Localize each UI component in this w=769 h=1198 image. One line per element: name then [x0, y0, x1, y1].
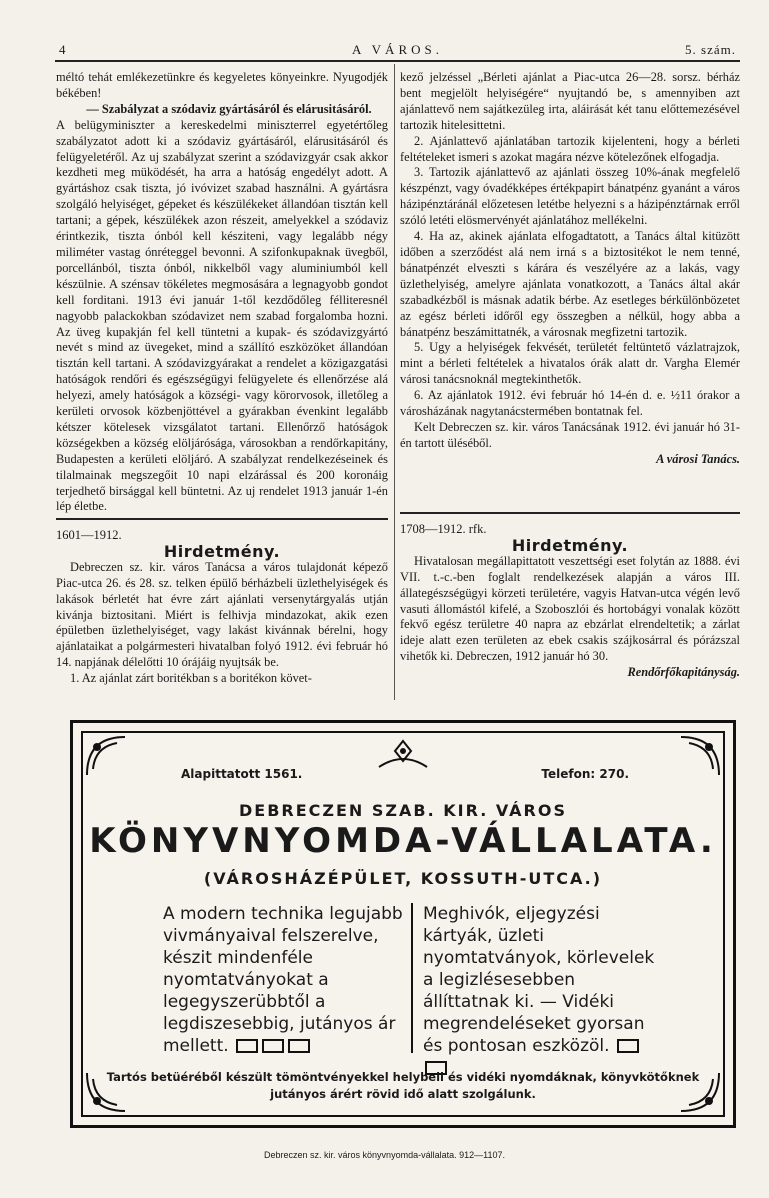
- notice-heading: Hirdetmény.: [163, 541, 281, 561]
- notice-body: Debreczen sz. kir. város Tanácsa a város tulajdonát képező Piac-utca 26. és 28. sz. telken épülő bérházbeli üzlethelyiségek és lakások bérletét hat évre zárt ajánlati versenytárgyalás utján kivánja biztositani. Miért is felhivja mindazokat, akik ezen épületben üzlethelyiséget, vagy lakást kivánnak bérelni, hogy ajánlataikat a polgármesteri hivatalban folyó 1912. évi február hó 14. napjának délelőtti 10 órájáig nyujtsák be.: [56, 559, 388, 670]
- newspaper-title: A VÁROS.: [351, 42, 443, 57]
- column-divider: [394, 64, 395, 700]
- section-divider: [56, 518, 388, 520]
- article-title: — Szabályzat a szódaviz gyártásáról és elárusitásáról.: [86, 101, 372, 116]
- ad-address: (VÁROSHÁZÉPÜLET, KOSSUTH-UTCA.): [203, 869, 603, 888]
- bid-condition-4: 4. Ha az, akinek ajánlata elfogadtatott, a Tanács által kitüzött időben a szerződést alá nem irná s a biztositékot le nem tenné, bánatpénzét elveszti s kárára és veszélyére az a lakás, vagy üzlethelyiség, amelyre ajánlata vonatkozott, a Tanács által akár szabadkézből is másnak adatik bérbe. Az esetleges bérkülönbözetet az egész bérleti időről egy összegben a nélkül, hogy abba a bánatpénz beszámittatnék, a városnak megfizetni tartozik.: [400, 229, 740, 339]
- ad-right-text: [423, 903, 655, 1079]
- obituary-end: méltó tehát emlékezetünkre és kegyeletes könyeinkre. Nyugodjék békében!: [56, 70, 388, 100]
- notice-right: [400, 522, 740, 681]
- council-signature: A városi Tanács.: [656, 451, 740, 466]
- bid-condition-5: 5. Ugy a helyiségek fekvését, területét feltüntető vázlatrajzok, mint a bérleti feltételek a hivatalos órák alatt dr. Vargha Elemér városi tanácsnoknál megtekinthetők.: [400, 340, 740, 387]
- notice-heading-right: Hirdetmény.: [511, 535, 629, 555]
- page-number: 4: [59, 42, 67, 57]
- ad-company-name: KÖNYVNYOMDA-VÁLLALATA.: [89, 821, 717, 861]
- bid-conditions-cont: kező jelzéssel „Bérleti ajánlat a Piac-utca 26—28. sorsz. bérház bent megjelölt helyiségére“ nyujtandó be, s amennyiben azt ajánlattevő nem sajátkezüleg irta, aláirását két tanu előttemezésével tartozik hitelesittetni.: [400, 70, 740, 132]
- notice-ref: 1601—1912.: [56, 528, 122, 542]
- notice-item: 1. Az ajánlat zárt boritékban s a boritékon követ-: [70, 671, 312, 686]
- ad-footer: Tartós betüéréből készült tömöntvényekkel helybeli és vidéki nyomdáknak, könyvkötőknek jutányos árért rövid idő alatt szolgálunk.: [106, 1070, 700, 1101]
- notice-body-right: Hivatalosan megállapittatott veszettségi eset folytán az 1888. évi VII. t.-c.-ben foglalt rendelkezések alapján a város III. állategészségügyi körzeti területére, vagyis Hatvan-utca végén levő vasuti állomástól kifelé, a Szoboszlói és hortobágyi vonalak között fekvő egész területre 40 napra az ebzárlat elrendeltetik; a zárlat ideje alatt ezen területen az ebek csakis szájkosárral és pórázszal vihetők ki. Debreczen, 1912 január hó 30.: [400, 553, 740, 664]
- printing-house-advertisement: [70, 720, 736, 1128]
- bid-condition-3: 3. Tartozik ajánlattevő az ajánlati összeg 10%-ának megfelelő készpénzt, vagy óvadékképes értékpapirt bánatpénz gyanánt a város házipénztáránál előzetesen letétbe helyezni s a házipénztárnak erről szóló letéti elösmervényét ajánlatához mellékelni.: [400, 165, 740, 228]
- ad-line-city: DEBRECZEN SZAB. KIR. VÁROS: [239, 801, 567, 820]
- left-column: [56, 70, 388, 515]
- dateline: Kelt Debreczen sz. kir. város Tanácsának 1912. évi január hó 31-én tartott üléséből.: [400, 419, 740, 450]
- founded-year: Alapittatott 1561.: [181, 767, 303, 781]
- ornament-squares-icon: [234, 1036, 312, 1056]
- corner-ornament-icon: [677, 733, 723, 779]
- ad-column-divider: [411, 903, 413, 1053]
- corner-ornament-icon: [83, 733, 129, 779]
- notice-left: [56, 528, 388, 687]
- ad-right-copy: Meghivók, eljegyzési kártyák, üzleti nyomtatványok, körlevelek a legizlésesebben állíttatnak ki. — Vidéki megrendeléseket gyorsan és pontosan eszközöl.: [423, 904, 655, 1056]
- bid-condition-2: 2. Ajánlattevő ajánlatában tartozik kijelenteni, hogy a bérleti feltételeket ismeri s azokat magára nézve kötelezőnek elfogadja.: [400, 133, 740, 164]
- bid-condition-6: 6. Az ajánlatok 1912. évi február hó 14-én d. e. ½11 órakor a városházának nagytanácstermében bontatnak fel.: [400, 388, 740, 419]
- right-column: [400, 70, 740, 468]
- printer-imprint: Debreczen sz. kir. város könyvnyomda-vállalata. 912—1107.: [264, 1150, 505, 1160]
- crest-icon: [373, 737, 433, 777]
- ad-left-copy: A modern technika legujabb vivmányaival felszerelve, készit mindenféle nyomtatványokat a legegyszerübbtől a legdiszesebbig, jutányos ár mellett.: [163, 904, 403, 1056]
- notice-ref-right: 1708—1912. rfk.: [400, 522, 487, 536]
- section-divider-right: [400, 512, 740, 514]
- police-signature: Rendőrfőkapitányság.: [627, 665, 740, 680]
- page-header: [55, 40, 740, 62]
- ad-left-text: [163, 903, 403, 1057]
- issue-number: 5. szám.: [685, 42, 736, 57]
- article-body: A belügyminiszter a kereskedelmi miniszterrel egyetértőleg szabályzatot adott ki a szódaviz gyártásáról, elárusitásáról és felügyeletéről. Az uj szabályzat szerint a szódavizgyár csak akkor kezdheti meg müködését, ha arra a hatóság engedélyt adott. A gyártáshoz csak tiszta, jó ivóvizet szabad használni. A gyártásra szolgáló helyiséget, gépeket és készülékeket állandóan tisztán kell tartani; a gépek, készülékek azon részeit, amelyekkel a szódaviz érintkezik, tiszta ónból kell késziteni, vagy legalább négy miliméter vastag ónréteggel bevonni. A szifonkupaknak üvegből, porcellánból, tiszta ónból, nikkelből vagy aluminiumból kell készülnie. A szénsav tökéletes megmosására a legnagyobb gondot kell forditani. 1913 évi január 1-től kezdődőleg félliteresnél nagyobb palackokban szódavizet nem szabad forgalomba hozni. Az üveg kupakján fel kell tüntetni a kupak- és szódavizgyártó nevét s mind az üvegeket, mind a szállító eszközöket állandóan tisztán kell tartani. A szódavizgyárakat a rendelet a közigazgatási hatóságok rendőri és egészségügyi felügyelete és ellenőrzése alá helyezi, amely hatóságok a községi- vagy körorvosok, illetőleg a kerületi orvosok közbenjöttével a gyárakban évenkint legalább kétszer kötelesek vizsgálatot tartani. Ellenőrző hatóságok községekben a község elöljárósága, városokban a rendőrkapitány, Budapesten a kerületi elöljáró. A szabályzat rendelkezéseinek és tilalmainak megszegőit 10 napi elzárással és 200 koronáig terjedhető birsággal kell büntetni. Az uj rendelet 1913 január 1-én lép életbe.: [56, 117, 388, 514]
- telephone: Telefon: 270.: [541, 767, 629, 781]
